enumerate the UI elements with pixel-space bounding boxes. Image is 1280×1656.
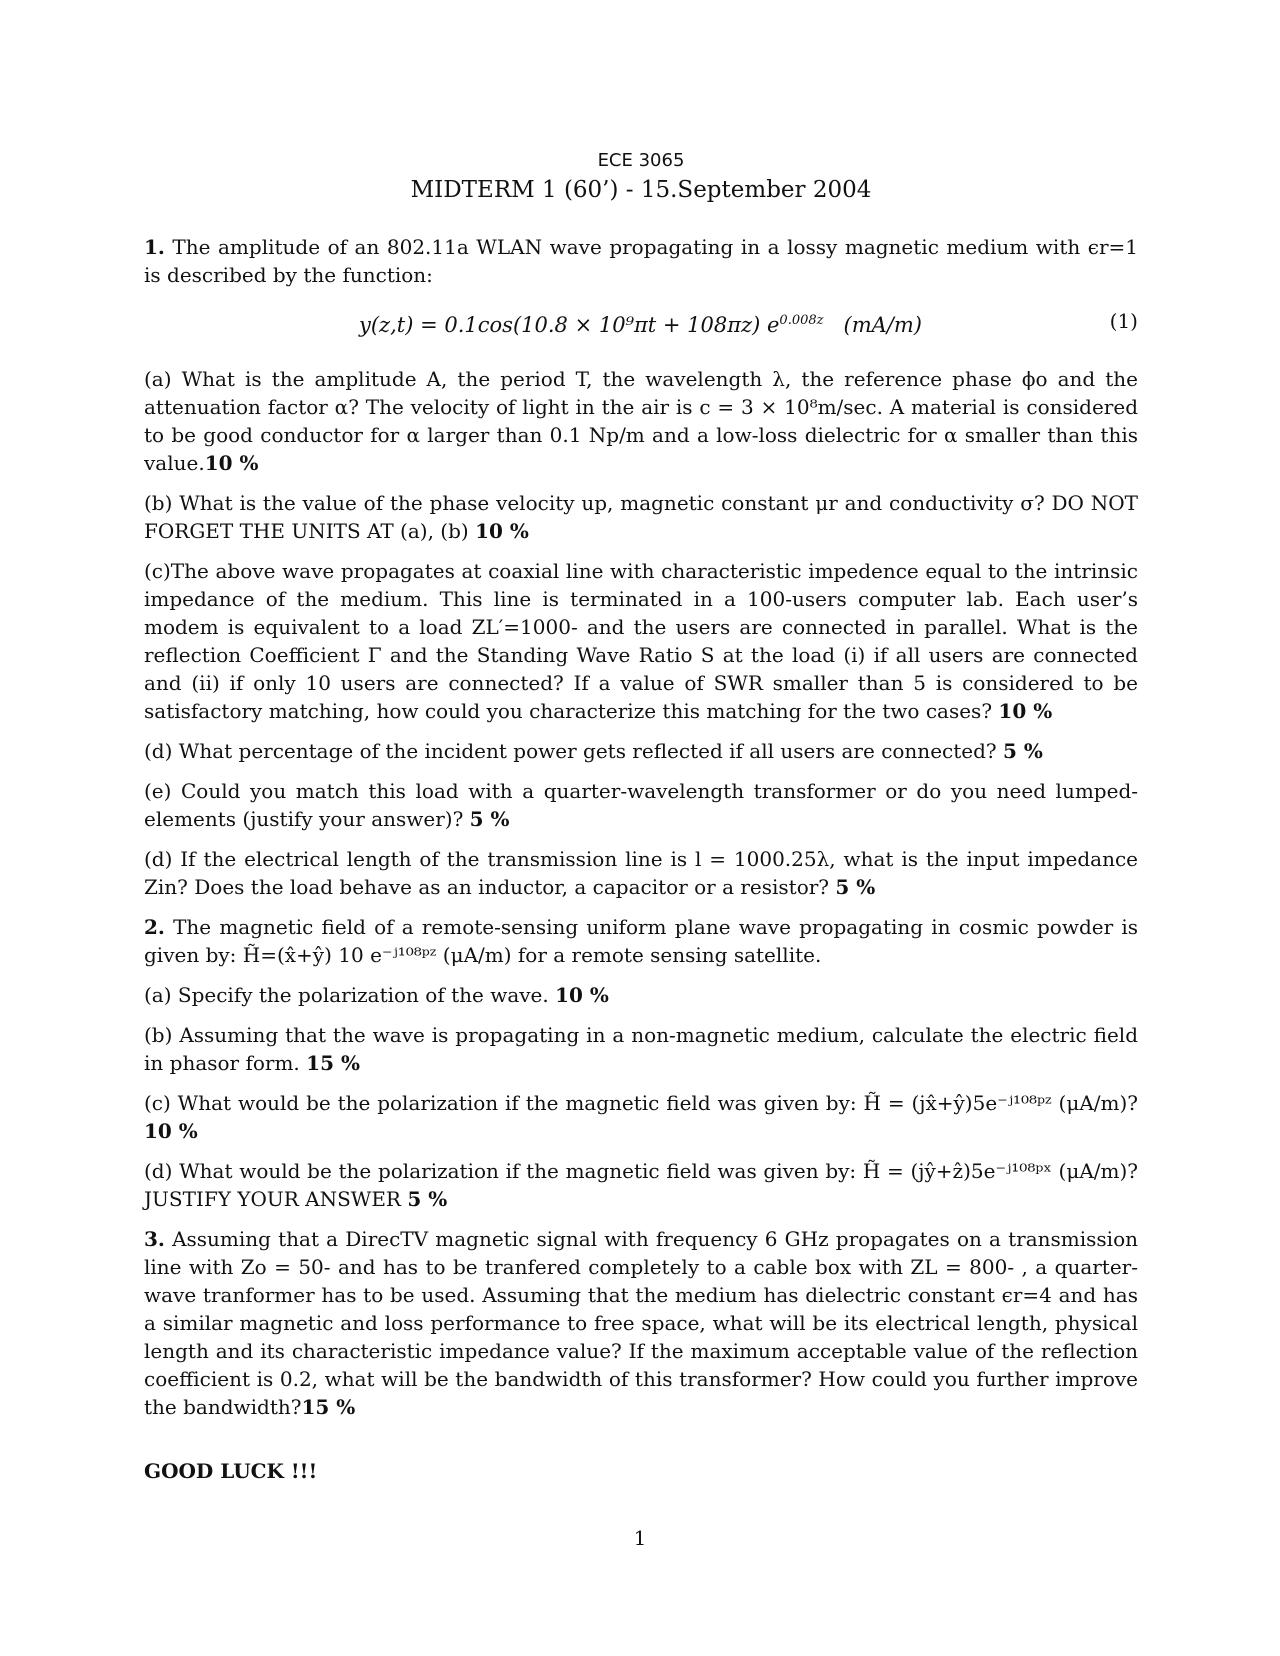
question-2a: [144, 981, 1138, 1009]
part-text: (d) What would be the polarization if the magnetic field was given by: H̃ = (jŷ+ẑ)5e⁻ʲ¹⁰⁸ᵖˣ (μA/m)? JUSTIFY YOUR ANSWER: [144, 1159, 1138, 1211]
part-points: 5 %: [407, 1187, 448, 1211]
question-text: Assuming that a DirecTV magnetic signal with frequency 6 GHz propagates on a transmission line with Zo = 50- and has to be tranfered completely to a cable box with ZL = 800- , a quarter-wave tranformer has to be used. Assuming that the medium has dielectric constant ϵr=4 and has a similar magnetic and loss performance to free space, what will be its electrical length, physical length and its characteristic impedance value? If the maximum acceptable value of the reflection coefficient is 0.2, what will be the bandwidth of this transformer? How could you further improve the bandwidth?: [144, 1227, 1139, 1419]
exam-title: MIDTERM 1 (60’) - 15.September 2004: [410, 177, 872, 203]
part-points: 5 %: [835, 875, 876, 899]
part-points: 15 %: [306, 1051, 360, 1075]
question-number: 2.: [144, 915, 165, 939]
part-text: (d) What percentage of the incident power gets reflected if all users are connected?: [144, 739, 997, 763]
part-text: (c)The above wave propagates at coaxial line with characteristic impedence equal to the intrinsic impedance of the medium. This line is terminated in a 100-users computer lab. Each user’s modem is equivalent to a load ZL′=1000- and the users are connected in parallel. What is the reflection Coefficient Γ and the Standing Wave Ratio S at the load (i) if all users are connected and (ii) if only 10 users are connected? If a value of SWR smaller than 5 is considered to be satisfactory matching, how could you characterize this matching for the two cases?: [144, 559, 1138, 723]
part-text: (b) Assuming that the wave is propagating in a non-magnetic medium, calculate the electric field in phasor form.: [144, 1023, 1138, 1075]
part-text: (e) Could you match this load with a quarter-wavelength transformer or do you need lumped-elements (justify your answer)?: [144, 779, 1138, 831]
part-points: 5 %: [1003, 739, 1043, 763]
question-1-intro: [144, 233, 1138, 289]
question-2b: [144, 1021, 1138, 1077]
course-code: ECE 3065: [597, 150, 685, 171]
part-points: 10 %: [144, 1119, 198, 1143]
question-1f: [144, 845, 1138, 901]
part-text: (c) What would be the polarization if the magnetic field was given by: H̃ = (jx̂+ŷ)5e⁻ʲ¹⁰⁸ᵖᶻ (μA/m)?: [144, 1091, 1138, 1115]
equation-body: [359, 301, 922, 345]
part-points: 15 %: [301, 1395, 356, 1419]
part-points: 10 %: [555, 983, 609, 1007]
question-1a: [144, 365, 1138, 477]
page-number: 1: [633, 1526, 647, 1550]
question-1e: [144, 777, 1138, 833]
part-text: (a) Specify the polarization of the wave.: [144, 983, 549, 1007]
part-points: 10 %: [204, 451, 259, 475]
part-text: (d) If the electrical length of the transmission line is l = 1000.25λ, what is the input impedance Zin? Does the load behave as an inductor, a capacitor or a resistor?: [144, 847, 1138, 899]
part-text: (a) What is the amplitude A, the period T, the wavelength λ, the reference phase ϕo and the attenuation factor α? The velocity of light in the air is c = 3 × 10⁸m/sec. A material is considered to be good conductor for α larger than 0.1 Np/m and a low-loss dielectric for α smaller than this value.: [144, 367, 1138, 475]
question-1c: [144, 557, 1138, 725]
equation-unit: (mA/m): [843, 313, 922, 337]
equation-1: [144, 301, 1138, 341]
question-text: The magnetic field of a remote-sensing uniform plane wave propagating in cosmic powder is given by: H̃=(x̂+ŷ) 10 e⁻ʲ¹⁰⁸ᵖᶻ (μA/m) for a remote sensing satellite.: [144, 915, 1138, 967]
question-1d: [144, 737, 1138, 765]
question-number: 3.: [144, 1227, 165, 1251]
question-2-intro: [144, 913, 1138, 969]
question-number: 1.: [144, 235, 165, 259]
question-1b: [144, 489, 1138, 545]
equation-exponent: 0.008z: [779, 313, 824, 328]
part-text: (b) What is the value of the phase velocity up, magnetic constant μr and conductivity σ? DO NOT FORGET THE UNITS AT (a), (b): [144, 491, 1138, 543]
question-2d: [144, 1157, 1138, 1213]
question-2c: [144, 1089, 1138, 1145]
closing-text: GOOD LUCK !!!: [144, 1459, 318, 1483]
equation-number: (1): [1109, 309, 1138, 333]
part-points: 10 %: [998, 699, 1053, 723]
question-3: [144, 1225, 1138, 1421]
question-text: The amplitude of an 802.11a WLAN wave propagating in a lossy magnetic medium with ϵr=1 is described by the function:: [144, 235, 1139, 287]
equation-main: y(z,t) = 0.1cos(10.8 × 10⁹πt + 108πz) e: [359, 313, 780, 337]
part-points: 10 %: [475, 519, 529, 543]
exam-page: [144, 150, 1138, 1483]
part-points: 5 %: [469, 807, 510, 831]
